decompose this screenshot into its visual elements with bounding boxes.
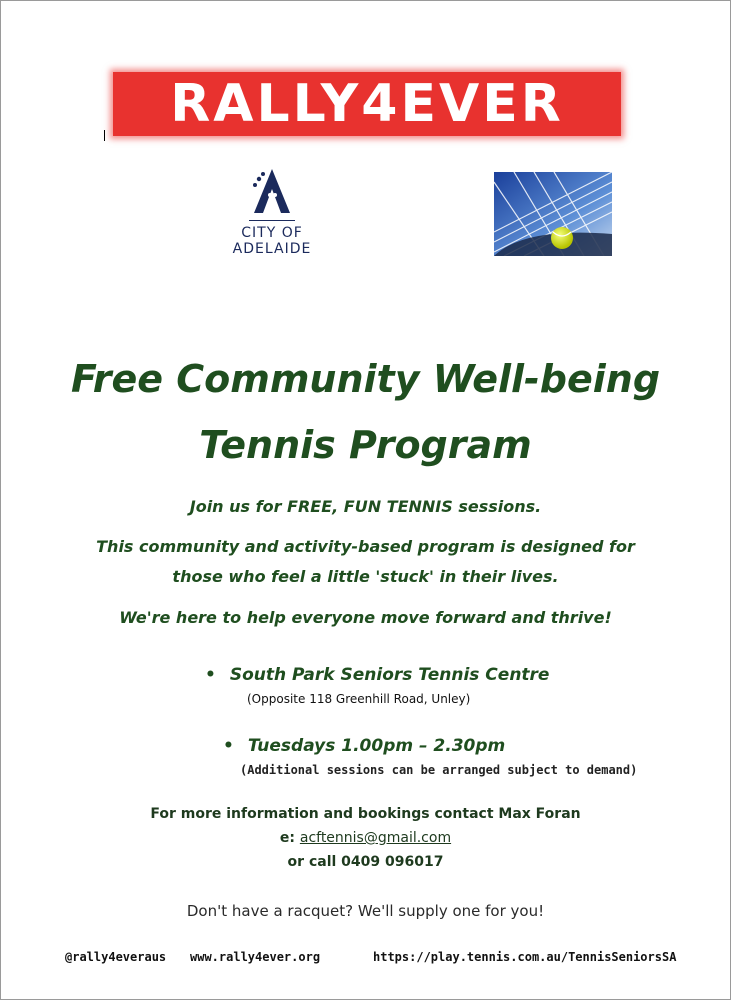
intro-line4: We're here to help everyone move forward and thrive! (119, 608, 612, 627)
intro-line3: those who feel a little 'stuck' in their lives. (172, 567, 559, 586)
contact-phone: or call 0409 096017 (287, 854, 444, 870)
email-prefix: e: (279, 830, 295, 846)
venue-name: South Park Seniors Tennis Centre (229, 665, 550, 685)
intro-line2: This community and activity-based program is designed for (96, 537, 635, 556)
adelaide-line1: CITY OF (241, 225, 303, 241)
headline-line2: Tennis Program (199, 423, 532, 467)
footer-booking-url: https://play.tennis.com.au/TennisSeniorsSA (373, 950, 677, 964)
adelaide-divider (249, 220, 295, 221)
schedule-note: (Additional sessions can be arranged subject to demand) (240, 763, 638, 777)
footer-website: www.rally4ever.org (190, 950, 321, 964)
bullet-dot-icon: • (223, 736, 234, 756)
venue-bullet (205, 665, 549, 685)
text-cursor (104, 130, 105, 141)
intro-line1: Join us for FREE, FUN TENNIS sessions. (189, 497, 542, 516)
contact-line1: For more information and bookings contact Max Foran (150, 806, 581, 822)
schedule-bullet (223, 736, 505, 756)
headline-line1: Free Community Well-being (70, 357, 661, 401)
email-link[interactable]: acftennis@gmail.com (299, 830, 452, 846)
adelaide-a-icon (248, 165, 296, 217)
city-of-adelaide-logo (222, 165, 322, 270)
schedule-time: Tuesdays 1.00pm – 2.30pm (247, 736, 506, 756)
bullet-dot-icon: • (205, 665, 216, 685)
venue-address: (Opposite 118 Greenhill Road, Unley) (247, 692, 471, 706)
contact-email-row (0, 827, 731, 849)
footer-social: @rally4everaus (65, 950, 167, 964)
tennis-racquet-ball-image (494, 172, 612, 256)
rally4ever-logo (113, 72, 621, 136)
racquet-note: Don't have a racquet? We'll supply one for you! (186, 902, 545, 920)
logo-text: RALLY4EVER (170, 74, 564, 134)
adelaide-line2: ADELAIDE (232, 241, 312, 257)
